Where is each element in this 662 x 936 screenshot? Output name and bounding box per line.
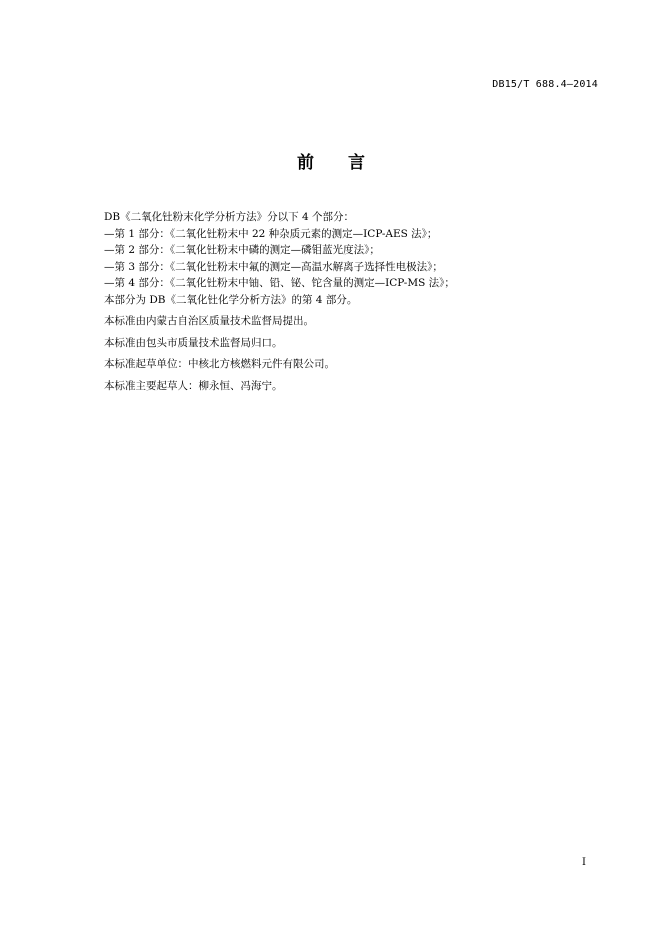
this-part-line: 本部分为 DB《二氧化钍化学分析方法》的第 4 部分。	[104, 293, 358, 306]
part-3-line: —第 3 部分：《二氧化钍粉末中氟的测定—高温水解离子选择性电极法》；	[104, 260, 443, 273]
intro-line: DB《二氧化钍粉末化学分析方法》分以下 4 个部分：	[104, 211, 354, 223]
foreword-body	[104, 209, 604, 394]
document-code: DB15/T 688.4—2014	[492, 79, 598, 90]
managed-by-line: 本标准由包头市质量技术监督局归口。	[104, 336, 283, 349]
page-number: I	[582, 857, 586, 868]
page-title: 前 言	[297, 153, 365, 173]
part-4-line: —第 4 部分：《二氧化钍粉末中铀、铅、铋、铊含量的测定—ICP-MS 法》；	[104, 277, 455, 289]
drafting-unit-line: 本标准起草单位：中核北方核燃料元件有限公司。	[104, 358, 335, 370]
part-1-line: —第 1 部分：《二氧化钍粉末中 22 种杂质元素的测定—ICP-AES 法》；	[104, 227, 438, 240]
part-2-line: —第 2 部分：《二氧化钍粉末中磷的测定—磷钼蓝光度法》；	[104, 244, 380, 256]
drafters-line: 本标准主要起草人：柳永恒、冯海宁。	[104, 379, 283, 392]
proposed-by-line: 本标准由内蒙古自治区质量技术监督局提出。	[104, 315, 314, 327]
